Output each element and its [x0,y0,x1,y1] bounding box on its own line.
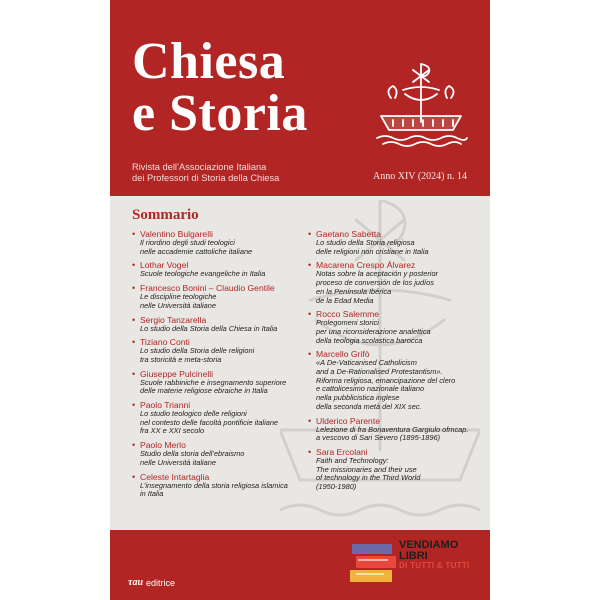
bullet: • [132,471,136,482]
entry-author: Ulderico Parente [316,415,381,426]
entry-title: Lo studio teologico delle religioni nel contesto delle facoltà pontificie italiane fra XX e XXI secolo [140,409,279,436]
seller-badge [350,538,485,600]
bullet: • [132,229,136,239]
entry-author: Celeste Intartaglia [140,471,210,482]
journal-cover [110,0,490,600]
entry-title: Le discipline teologiche nelle Università italiane [140,292,217,310]
contents-entry [132,315,312,334]
seller-line3: DI TUTTI & TUTTI [399,561,470,570]
contents-entry [132,260,312,279]
contents-entry [132,472,312,499]
bullet: • [132,283,136,294]
entry-title: Faith and Technology: The missionaries and their use of technology in the Third World (1950-1980) [316,455,421,492]
contents-entry [308,416,486,443]
entry-title: Prolegomeni storici per una riconsiderazione analettica della teologia scolastica barocca [316,318,431,345]
entry-author: Tiziano Conti [140,337,190,348]
journal-subtitle [132,162,279,184]
cover-header [110,0,490,196]
entry-author: Paolo Trianni [140,400,191,411]
entry-author: Valentino Bulgarelli [140,229,213,239]
entry-title: Il riordino degli studi teologici nelle accademie cattoliche italiane [140,238,253,256]
seller-line1: VENDIAMO [399,539,459,551]
entry-title: Lelezione di fra Bonaventura Gargiulo ofmcap. a vescovo di Sari Severo (1895-1896) [316,424,469,443]
bullet: • [308,415,312,426]
issue-number: Anno XIV (2024) n. 14 [373,171,467,182]
journal-title [132,33,308,142]
entry-title: Studio della storia dell’ebraismo nelle Università italiane [140,449,245,467]
subtitle-line2: dei Professori di Storia della Chiesa [132,173,280,183]
contents-entry [132,400,312,436]
entry-author: Francesco Bonini – Claudio Gentile [140,283,275,294]
publisher-name: editrice [146,577,176,588]
entry-author: Macarena Crespo Álvarez [316,260,416,271]
subtitle-line1: Rivista dell’Associazione Italiana [132,162,267,172]
contents-entry [132,337,312,364]
contents-column-left [132,229,312,503]
entry-author: Giuseppe Pulcinelli [140,368,214,379]
book-stack-icon [350,542,398,598]
entry-author: Gaetano Sabetta [316,229,381,239]
contents-column-right [308,229,486,496]
bullet: • [132,440,136,451]
bullet: • [308,229,312,239]
contents-entry [308,349,486,411]
tau-logo-icon: τau [128,577,143,588]
seller-text [399,540,470,572]
contents-entry [308,309,486,345]
entry-title: Lo studio della Storia della Chiesa in Italia [140,323,278,333]
journal-title-line1: Chiesa [132,33,286,90]
ship-emblem-icon [373,60,469,148]
entry-author: Marcello Grifò [316,349,370,360]
contents-entry [308,447,486,492]
bullet: • [132,314,136,325]
contents-entry [132,369,312,396]
bullet: • [132,337,136,348]
contents-entry [308,229,486,256]
bullet: • [308,349,312,360]
bullet: • [308,309,312,320]
contents-entry [132,440,312,467]
entry-title: Lo studio della Storia religiosa delle religioni non cristiane in Italia [316,238,429,256]
entry-author: Paolo Merlo [140,440,186,451]
publisher-logo [128,577,175,588]
contents-heading: Sommario [132,207,199,223]
journal-title-line2: e Storia [132,85,308,142]
entry-author: Sergio Tanzarella [140,314,207,325]
entry-title: Lo studio della Storia delle religioni tra storicità e meta-storia [140,346,255,364]
entry-title: Notas sobre la aceptación y posterior proceso de conversión de los judíos en la Península Ibérica de la Edad Media [316,269,439,305]
contents-entry [308,260,486,305]
contents-entry [132,229,312,256]
bullet: • [308,260,312,271]
seller-line2: LIBRI [399,549,428,562]
entry-author: Lothar Vogel [140,260,189,271]
bullet: • [308,446,312,457]
entry-title: Scuole teologiche evangeliche in Italia [140,269,266,279]
contents-entry [132,283,312,310]
bullet: • [132,400,136,411]
entry-title: L’insegnamento della storia religiosa islamica in Italia [140,480,288,499]
entry-title: «A De-Vaticanised Catholicism and a De-Rationalised Protestantism». Riforma religiosa, emancipazione del clero e cattolicesimo nazionale italiano nella pubblicistica inglese della seconda metà del XIX sec. [316,358,456,411]
bullet: • [132,368,136,379]
entry-author: Rocco Salemme [316,309,380,320]
bullet: • [132,260,136,271]
entry-title: Scuole rabbiniche e insegnamento superiore delle materie religiose ebraiche in Italia [140,377,287,396]
entry-author: Sara Ercolani [316,446,368,457]
